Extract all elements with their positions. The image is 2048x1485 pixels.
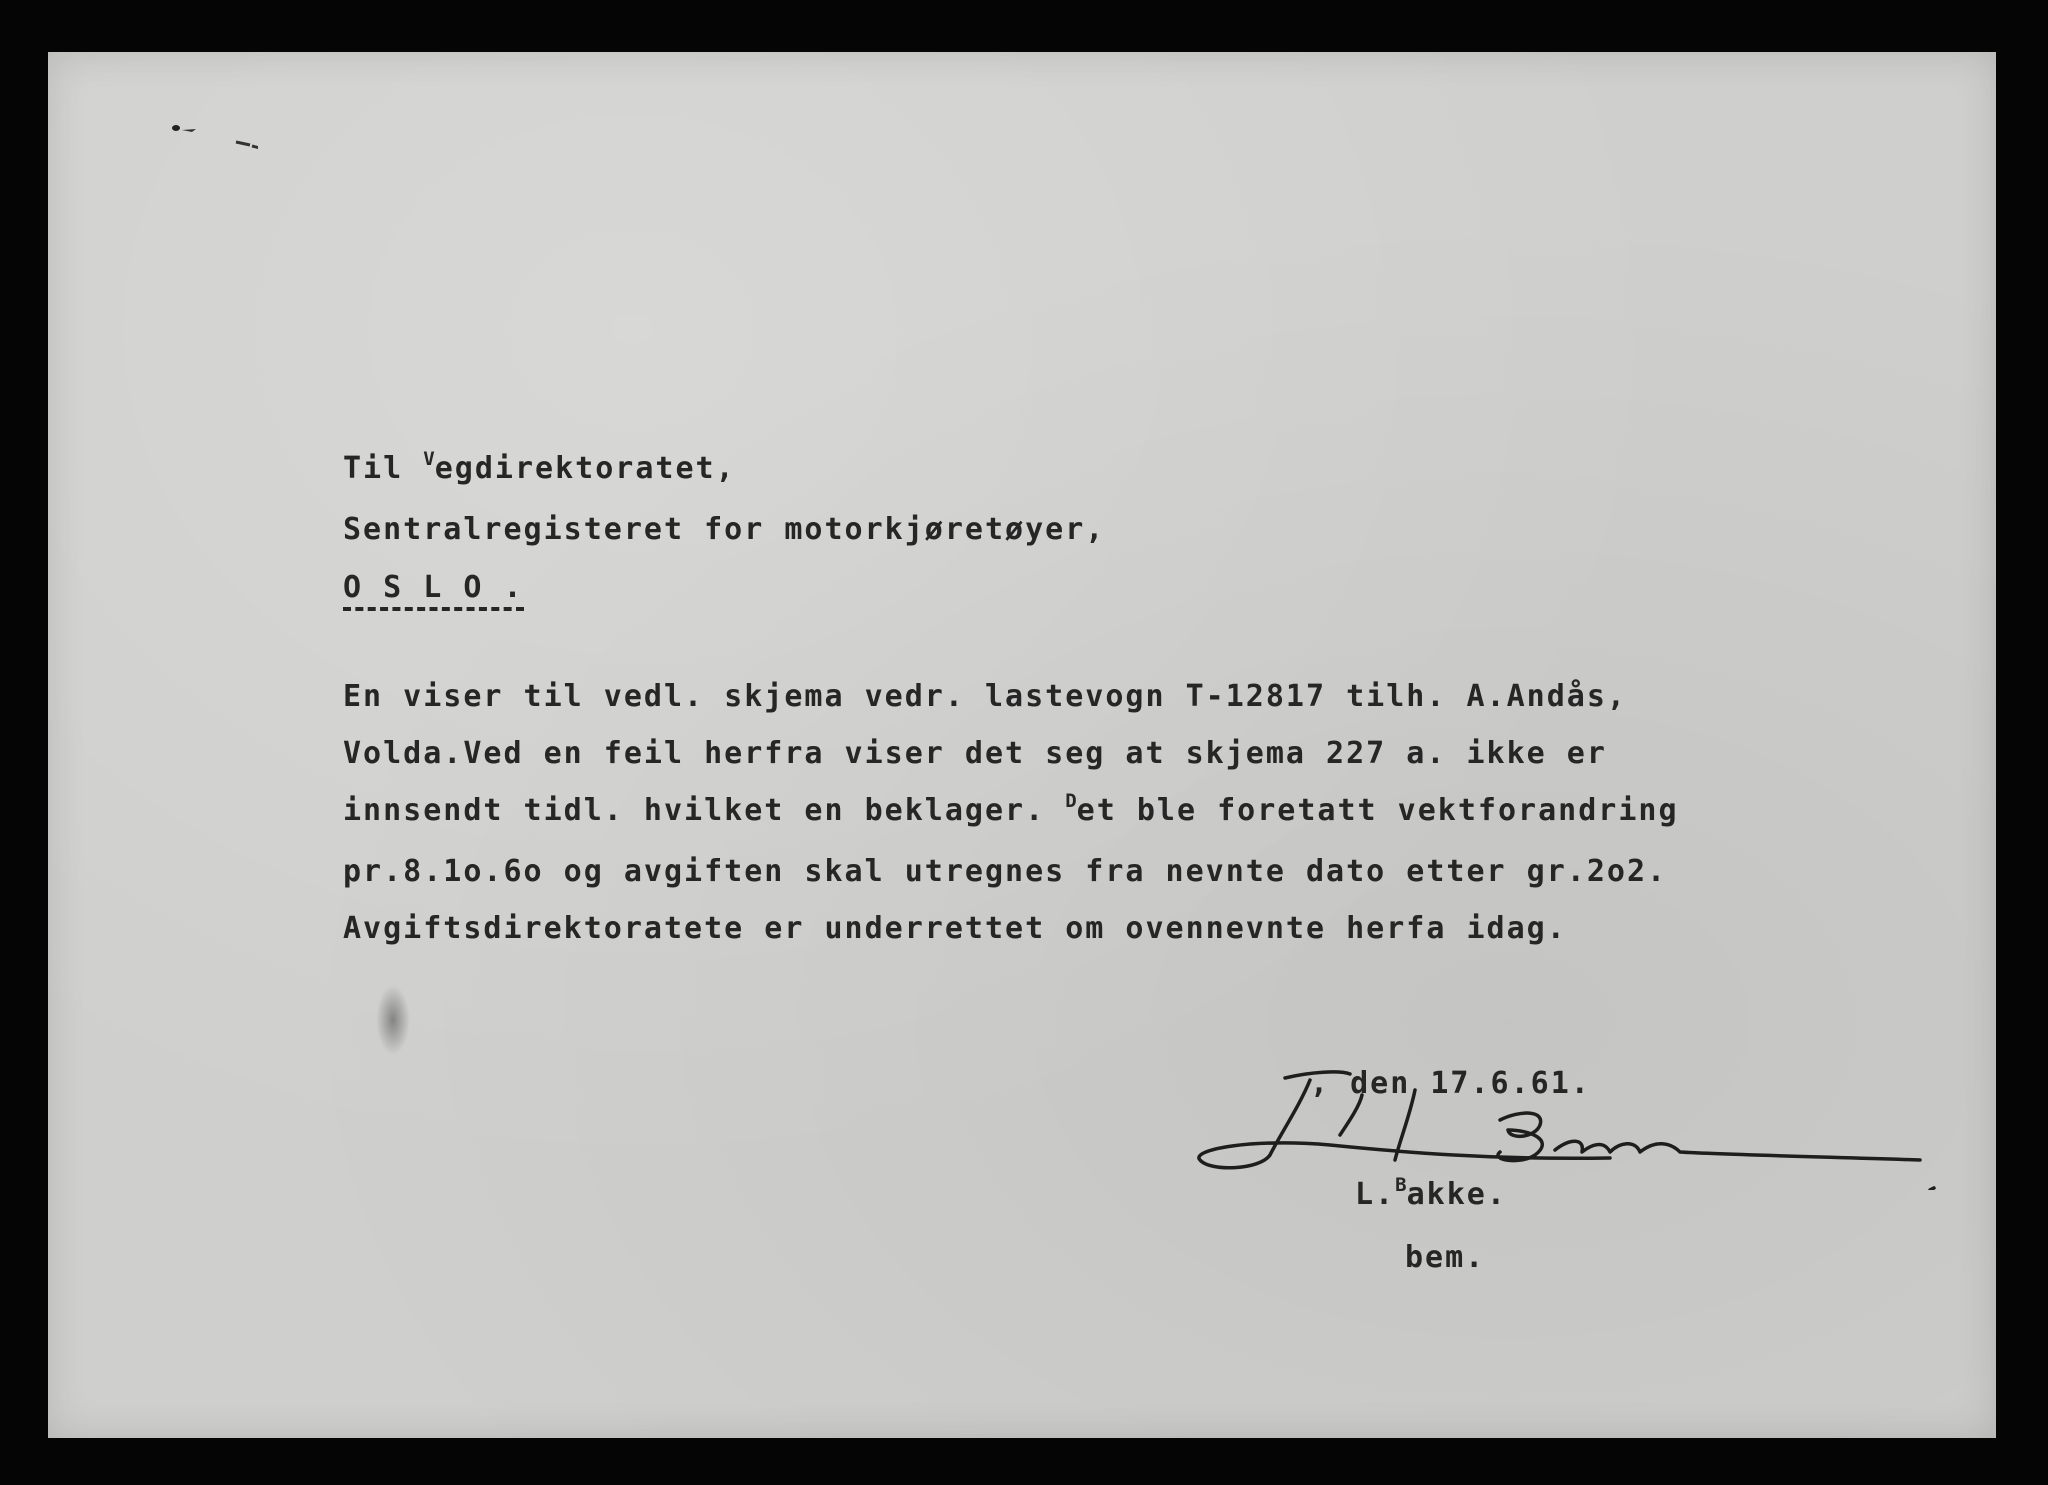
recipient-line-2: Sentralregisteret for motorkjøretøyer,: [343, 512, 1106, 547]
letter-body: [343, 668, 1943, 957]
body-line-3-end: et ble foretatt vektforandring: [1076, 793, 1679, 828]
signer-name: [1355, 1165, 1507, 1228]
signer-title: bem.: [1405, 1240, 1486, 1275]
signer-surname: akke.: [1406, 1177, 1507, 1212]
body-line-4: pr.8.1o.6o og avgiften skal utregnes fra nevnte dato etter gr.2o2.: [343, 854, 1668, 889]
body-line-3-superscript: D: [1065, 790, 1077, 812]
recipient-city: [343, 559, 1943, 616]
date-line: , den 17.6.61.: [1310, 1066, 1591, 1101]
handwritten-signature: [1190, 1060, 1950, 1190]
city-name: O S L O .: [343, 569, 524, 611]
body-line-1: En viser til vedl. skjema vedr. lastevogn T-12817 tilh. A.Andås,: [343, 679, 1627, 714]
recipient-line-1: [343, 440, 1943, 501]
ink-specks: [118, 114, 258, 154]
body-line-3: [343, 782, 1943, 843]
body-line-5: Avgiftsdirektoratete er underrettet om ovennevnte herfa idag.: [343, 911, 1567, 946]
recipient-superscript: V: [423, 448, 435, 470]
body-line-3-start: innsendt tidl. hvilket en beklager.: [343, 793, 1066, 828]
letter-text: [343, 440, 1943, 957]
signer-initial: L.: [1355, 1177, 1396, 1212]
recipient-name: egdirektoratet,: [434, 451, 736, 486]
recipient-prefix: Til: [343, 451, 424, 486]
signature-block: [1355, 1165, 1507, 1288]
ink-smudge: [376, 985, 410, 1055]
signer-name-superscript: B: [1395, 1174, 1407, 1196]
body-line-2: Volda.Ved en feil herfra viser det seg at skjema 227 a. ikke er: [343, 736, 1607, 771]
